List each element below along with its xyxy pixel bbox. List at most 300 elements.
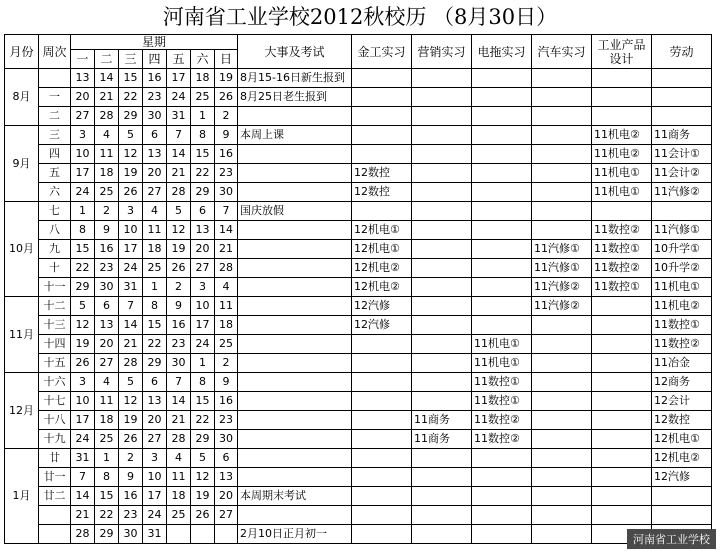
day-cell: 1 <box>95 449 119 468</box>
metalwork-cell: 12数控 <box>352 183 412 202</box>
day-cell: 16 <box>119 487 143 506</box>
day-cell: 28 <box>119 354 143 373</box>
day-cell: 12 <box>119 145 143 164</box>
header-month: 月份 <box>5 35 39 69</box>
day-cell: 17 <box>119 240 143 259</box>
day-cell: 10 <box>143 468 167 487</box>
day-cell: 28 <box>71 525 95 544</box>
day-cell: 28 <box>215 259 238 278</box>
electrical-cell <box>472 449 532 468</box>
labor-cell: 11数控② <box>652 335 712 354</box>
metalwork-cell: 12机电② <box>352 259 412 278</box>
design-cell <box>592 506 652 525</box>
day-cell: 5 <box>167 202 191 221</box>
labor-cell: 11会计① <box>652 145 712 164</box>
labor-cell: 11汽修① <box>652 221 712 240</box>
day-cell: 7 <box>215 202 238 221</box>
day-cell: 22 <box>71 259 95 278</box>
event-cell <box>238 145 352 164</box>
calendar-row <box>5 525 712 544</box>
auto-cell <box>532 145 592 164</box>
day-cell: 6 <box>215 449 238 468</box>
day-cell: 25 <box>95 183 119 202</box>
marketing-cell <box>412 297 472 316</box>
day-cell: 22 <box>119 88 143 107</box>
day-cell: 25 <box>95 430 119 449</box>
day-cell: 8 <box>191 373 215 392</box>
day-cell: 22 <box>143 335 167 354</box>
metalwork-cell <box>352 69 412 88</box>
marketing-cell <box>412 107 472 126</box>
day-cell: 31 <box>71 449 95 468</box>
labor-cell: 10升学② <box>652 259 712 278</box>
week-number: 三 <box>39 126 71 145</box>
day-cell: 4 <box>95 126 119 145</box>
calendar-row <box>5 487 712 506</box>
week-number: 十七 <box>39 392 71 411</box>
day-cell: 19 <box>167 240 191 259</box>
event-cell: 本周期末考试 <box>238 487 352 506</box>
day-cell: 26 <box>71 354 95 373</box>
day-cell: 15 <box>71 240 95 259</box>
day-cell: 29 <box>71 278 95 297</box>
calendar-row <box>5 411 712 430</box>
labor-cell <box>652 487 712 506</box>
day-cell: 29 <box>95 525 119 544</box>
week-number: 十四 <box>39 335 71 354</box>
day-cell: 27 <box>95 354 119 373</box>
electrical-cell <box>472 316 532 335</box>
week-number: 廿二 <box>39 487 71 506</box>
day-cell: 20 <box>191 240 215 259</box>
calendar-row <box>5 164 712 183</box>
event-cell <box>238 411 352 430</box>
calendar-row <box>5 354 712 373</box>
calendar-row <box>5 373 712 392</box>
day-cell: 2 <box>215 107 238 126</box>
day-cell: 10 <box>119 221 143 240</box>
event-cell <box>238 506 352 525</box>
day-cell: 15 <box>119 69 143 88</box>
week-number: 九 <box>39 240 71 259</box>
day-cell: 17 <box>167 69 191 88</box>
week-number: 六 <box>39 183 71 202</box>
day-cell: 9 <box>215 373 238 392</box>
marketing-cell <box>412 126 472 145</box>
day-cell: 18 <box>167 487 191 506</box>
auto-cell: 11汽修① <box>532 259 592 278</box>
day-cell: 23 <box>95 259 119 278</box>
day-cell: 19 <box>119 411 143 430</box>
labor-cell: 12会计 <box>652 392 712 411</box>
event-cell <box>238 468 352 487</box>
calendar-row <box>5 430 712 449</box>
day-cell: 19 <box>71 335 95 354</box>
month-cell: 1月 <box>5 449 39 544</box>
auto-cell <box>532 525 592 544</box>
day-cell: 31 <box>119 278 143 297</box>
day-cell: 30 <box>215 430 238 449</box>
week-number <box>39 69 71 88</box>
design-cell <box>592 430 652 449</box>
day-cell: 17 <box>191 316 215 335</box>
day-cell: 1 <box>191 354 215 373</box>
design-cell: 11机电② <box>592 126 652 145</box>
day-cell: 17 <box>71 164 95 183</box>
day-cell: 14 <box>167 145 191 164</box>
day-cell: 27 <box>71 107 95 126</box>
week-number <box>39 506 71 525</box>
auto-cell <box>532 221 592 240</box>
day-cell: 14 <box>215 221 238 240</box>
day-cell: 6 <box>143 126 167 145</box>
marketing-cell <box>412 240 472 259</box>
day-cell: 8 <box>143 297 167 316</box>
day-cell: 14 <box>71 487 95 506</box>
day-cell: 9 <box>95 221 119 240</box>
electrical-cell <box>472 107 532 126</box>
auto-cell <box>532 468 592 487</box>
auto-cell <box>532 202 592 221</box>
day-cell: 25 <box>191 88 215 107</box>
day-cell: 7 <box>167 373 191 392</box>
design-cell <box>592 449 652 468</box>
marketing-cell <box>412 335 472 354</box>
day-cell: 21 <box>95 88 119 107</box>
day-cell: 28 <box>167 430 191 449</box>
labor-cell: 11商务 <box>652 126 712 145</box>
weekday-thu: 四 <box>143 50 167 69</box>
week-number: 十六 <box>39 373 71 392</box>
day-cell: 30 <box>143 107 167 126</box>
weekday-fri: 五 <box>167 50 191 69</box>
metalwork-cell: 12数控 <box>352 164 412 183</box>
calendar-row <box>5 506 712 525</box>
day-cell: 19 <box>191 487 215 506</box>
calendar-row <box>5 145 712 164</box>
week-number <box>39 525 71 544</box>
weekday-tue: 二 <box>95 50 119 69</box>
labor-cell: 12机电① <box>652 430 712 449</box>
electrical-cell <box>472 487 532 506</box>
auto-cell <box>532 107 592 126</box>
day-cell: 20 <box>95 335 119 354</box>
metalwork-cell: 12汽修 <box>352 316 412 335</box>
day-cell: 22 <box>95 506 119 525</box>
marketing-cell <box>412 164 472 183</box>
metalwork-cell <box>352 202 412 221</box>
marketing-cell <box>412 354 472 373</box>
day-cell: 24 <box>143 506 167 525</box>
labor-cell: 12数控 <box>652 411 712 430</box>
labor-cell: 11机电① <box>652 278 712 297</box>
electrical-cell <box>472 145 532 164</box>
day-cell: 18 <box>191 69 215 88</box>
electrical-cell <box>472 221 532 240</box>
day-cell: 27 <box>143 430 167 449</box>
event-cell <box>238 373 352 392</box>
electrical-cell <box>472 468 532 487</box>
day-cell: 3 <box>71 373 95 392</box>
calendar-row <box>5 126 712 145</box>
day-cell: 5 <box>71 297 95 316</box>
design-cell: 11数控① <box>592 240 652 259</box>
day-cell: 15 <box>191 392 215 411</box>
day-cell: 10 <box>71 392 95 411</box>
event-cell: 8月15-16日新生报到 <box>238 69 352 88</box>
day-cell: 2 <box>215 354 238 373</box>
day-cell: 23 <box>215 164 238 183</box>
marketing-cell <box>412 221 472 240</box>
design-cell <box>592 202 652 221</box>
marketing-cell <box>412 259 472 278</box>
header-design: 工业产品设计 <box>592 35 652 69</box>
day-cell: 1 <box>143 278 167 297</box>
auto-cell <box>532 183 592 202</box>
day-cell: 21 <box>167 411 191 430</box>
day-cell: 26 <box>167 259 191 278</box>
electrical-cell <box>472 126 532 145</box>
event-cell <box>238 164 352 183</box>
day-cell: 31 <box>167 107 191 126</box>
electrical-cell <box>472 240 532 259</box>
metalwork-cell <box>352 487 412 506</box>
marketing-cell <box>412 316 472 335</box>
day-cell: 24 <box>119 259 143 278</box>
auto-cell <box>532 430 592 449</box>
day-cell: 8 <box>191 126 215 145</box>
day-cell: 16 <box>215 145 238 164</box>
auto-cell <box>532 392 592 411</box>
month-cell: 8月 <box>5 69 39 126</box>
design-cell: 11数控② <box>592 259 652 278</box>
day-cell: 30 <box>119 525 143 544</box>
day-cell: 13 <box>191 221 215 240</box>
electrical-cell: 11数控② <box>472 411 532 430</box>
auto-cell: 11汽修① <box>532 240 592 259</box>
day-cell: 26 <box>119 183 143 202</box>
event-cell: 本周上课 <box>238 126 352 145</box>
calendar-title: 河南省工业学校2012秋校历 （8月30日） <box>162 5 558 29</box>
calendar-row <box>5 297 712 316</box>
day-cell: 20 <box>71 88 95 107</box>
marketing-cell <box>412 183 472 202</box>
labor-cell <box>652 88 712 107</box>
day-cell: 19 <box>215 69 238 88</box>
day-cell: 13 <box>71 69 95 88</box>
day-cell: 29 <box>119 107 143 126</box>
week-number: 十五 <box>39 354 71 373</box>
marketing-cell <box>412 487 472 506</box>
header-electrical: 电拖实习 <box>472 35 532 69</box>
day-cell: 2 <box>95 202 119 221</box>
metalwork-cell <box>352 354 412 373</box>
metalwork-cell <box>352 525 412 544</box>
labor-cell: 12商务 <box>652 373 712 392</box>
day-cell: 31 <box>143 525 167 544</box>
marketing-cell <box>412 88 472 107</box>
auto-cell <box>532 354 592 373</box>
month-cell: 9月 <box>5 126 39 202</box>
day-cell: 11 <box>143 221 167 240</box>
week-number: 七 <box>39 202 71 221</box>
labor-cell: 11冶金 <box>652 354 712 373</box>
header-metalwork: 金工实习 <box>352 35 412 69</box>
day-cell: 25 <box>143 259 167 278</box>
week-number: 四 <box>39 145 71 164</box>
event-cell: 8月25日老生报到 <box>238 88 352 107</box>
day-cell: 11 <box>167 468 191 487</box>
day-cell: 7 <box>167 126 191 145</box>
week-number: 十九 <box>39 430 71 449</box>
day-cell: 11 <box>95 392 119 411</box>
day-cell: 27 <box>143 183 167 202</box>
calendar-row <box>5 240 712 259</box>
day-cell: 18 <box>95 164 119 183</box>
day-cell: 3 <box>191 278 215 297</box>
electrical-cell <box>472 88 532 107</box>
day-cell: 25 <box>215 335 238 354</box>
labor-cell: 10升学① <box>652 240 712 259</box>
header-labor: 劳动 <box>652 35 712 69</box>
electrical-cell: 11机电① <box>472 354 532 373</box>
marketing-cell <box>412 506 472 525</box>
day-cell: 10 <box>191 297 215 316</box>
marketing-cell: 11商务 <box>412 411 472 430</box>
day-cell: 4 <box>215 278 238 297</box>
day-cell: 24 <box>191 335 215 354</box>
event-cell <box>238 392 352 411</box>
day-cell: 17 <box>71 411 95 430</box>
auto-cell <box>532 88 592 107</box>
day-cell: 12 <box>119 392 143 411</box>
design-cell: 11数控① <box>592 278 652 297</box>
day-cell: 1 <box>191 107 215 126</box>
week-number: 十一 <box>39 278 71 297</box>
month-cell: 10月 <box>5 202 39 297</box>
metalwork-cell <box>352 449 412 468</box>
electrical-cell <box>472 164 532 183</box>
electrical-cell <box>472 183 532 202</box>
event-cell <box>238 335 352 354</box>
calendar-row <box>5 259 712 278</box>
metalwork-cell <box>352 373 412 392</box>
watermark: 河南省工业学校 <box>627 529 716 549</box>
day-cell: 1 <box>71 202 95 221</box>
marketing-cell <box>412 69 472 88</box>
day-cell: 30 <box>215 183 238 202</box>
calendar-row <box>5 183 712 202</box>
day-cell: 14 <box>95 69 119 88</box>
labor-cell <box>652 202 712 221</box>
day-cell: 9 <box>215 126 238 145</box>
design-cell <box>592 297 652 316</box>
day-cell: 27 <box>191 259 215 278</box>
day-cell: 19 <box>119 164 143 183</box>
calendar-row <box>5 468 712 487</box>
day-cell: 25 <box>167 506 191 525</box>
day-cell: 24 <box>71 183 95 202</box>
day-cell: 2 <box>167 278 191 297</box>
metalwork-cell <box>352 145 412 164</box>
day-cell: 29 <box>191 430 215 449</box>
day-cell: 9 <box>167 297 191 316</box>
calendar-row <box>5 107 712 126</box>
electrical-cell: 11数控① <box>472 392 532 411</box>
calendar-row <box>5 316 712 335</box>
auto-cell <box>532 316 592 335</box>
day-cell: 20 <box>215 487 238 506</box>
marketing-cell <box>412 278 472 297</box>
day-cell <box>191 525 215 544</box>
day-cell: 6 <box>191 202 215 221</box>
day-cell: 16 <box>95 240 119 259</box>
day-cell: 11 <box>215 297 238 316</box>
labor-cell: 11数控① <box>652 316 712 335</box>
week-number: 五 <box>39 164 71 183</box>
header-auto: 汽车实习 <box>532 35 592 69</box>
day-cell <box>215 525 238 544</box>
auto-cell <box>532 506 592 525</box>
weekday-mon: 一 <box>71 50 95 69</box>
day-cell: 26 <box>215 88 238 107</box>
day-cell: 7 <box>71 468 95 487</box>
auto-cell <box>532 487 592 506</box>
day-cell: 27 <box>215 506 238 525</box>
week-number: 十二 <box>39 297 71 316</box>
school-calendar-table <box>4 34 712 544</box>
day-cell: 15 <box>191 145 215 164</box>
header-week: 周次 <box>39 35 71 69</box>
day-cell: 29 <box>143 354 167 373</box>
day-cell: 12 <box>191 468 215 487</box>
metalwork-cell <box>352 468 412 487</box>
day-cell: 4 <box>167 449 191 468</box>
calendar-row <box>5 221 712 240</box>
day-cell: 5 <box>191 449 215 468</box>
design-cell <box>592 316 652 335</box>
marketing-cell <box>412 145 472 164</box>
metalwork-cell <box>352 88 412 107</box>
event-cell <box>238 316 352 335</box>
metalwork-cell <box>352 126 412 145</box>
week-number: 十三 <box>39 316 71 335</box>
day-cell: 30 <box>167 354 191 373</box>
calendar-row <box>5 278 712 297</box>
week-number: 一 <box>39 88 71 107</box>
day-cell: 15 <box>95 487 119 506</box>
metalwork-cell <box>352 430 412 449</box>
auto-cell <box>532 69 592 88</box>
day-cell: 23 <box>167 335 191 354</box>
auto-cell <box>532 411 592 430</box>
electrical-cell <box>472 506 532 525</box>
day-cell: 23 <box>215 411 238 430</box>
header-events: 大事及考试 <box>238 35 352 69</box>
metalwork-cell: 12机电① <box>352 221 412 240</box>
event-cell: 国庆放假 <box>238 202 352 221</box>
marketing-cell <box>412 449 472 468</box>
event-cell <box>238 430 352 449</box>
day-cell: 6 <box>95 297 119 316</box>
day-cell: 3 <box>71 126 95 145</box>
day-cell: 16 <box>143 69 167 88</box>
day-cell: 13 <box>143 145 167 164</box>
weekday-sun: 日 <box>215 50 238 69</box>
month-cell: 11月 <box>5 297 39 373</box>
design-cell <box>592 411 652 430</box>
day-cell: 9 <box>119 468 143 487</box>
